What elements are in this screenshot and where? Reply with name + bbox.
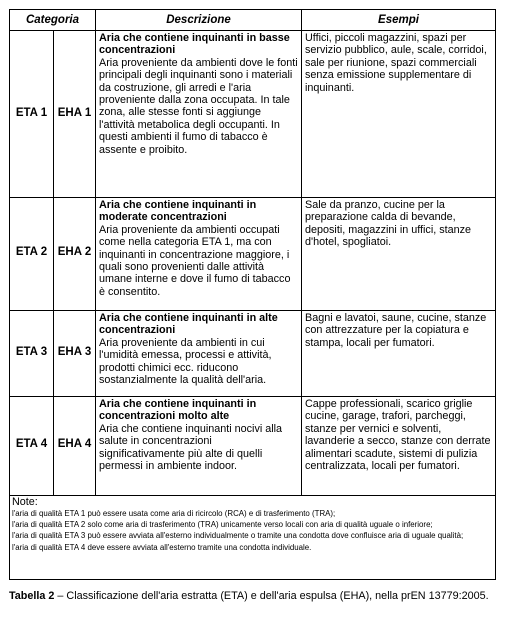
row-examples: Cappe professionali, scarico griglie cucine, garage, trafori, parcheggi, stanze per vernici e solventi, lavanderie a secco, stanze con derrate alimentari scadute, sistemi di pulizia centralizzata, locali per fumatori.: [305, 398, 491, 473]
row-description: [99, 398, 299, 472]
eha-code: EHA 4: [57, 438, 92, 450]
eta-code: ETA 3: [15, 346, 48, 358]
note-title: Note:: [12, 496, 38, 508]
header-categoria: Categoria: [25, 14, 80, 26]
column-divider: [301, 10, 302, 495]
header-descrizione: Descrizione: [166, 14, 231, 26]
caption-label: Tabella 2: [9, 590, 55, 602]
row-description: [99, 32, 299, 156]
table-caption: [9, 590, 499, 602]
eta-code: ETA 2: [15, 246, 48, 258]
caption-text: – Classificazione dell'aria estratta (ETA) e dell'aria espulsa (EHA), nella prEN 13779:2005.: [54, 590, 489, 602]
note-line: l'aria di qualità ETA 2 solo come aria di trasferimento (TRA) unicamente verso locali con aria di qualità uguale o inferiore;: [12, 520, 433, 530]
column-divider: [95, 10, 96, 495]
row-title: Aria che contiene inquinanti in basse concentrazioni: [99, 32, 290, 57]
classification-table: [9, 9, 496, 580]
row-divider: [10, 197, 495, 198]
row-body: Aria proveniente da ambienti dove le fonti principali degli inquinanti sono i materiali da costruzione, gli arredi e l'aria proveniente dalla zona occupata. In tale zona, alle stesse fonti si aggiunge l'attività metabolica degli occupanti. In questi ambienti il fumo di tabacco è assente e proibito.: [99, 56, 298, 156]
column-divider: [53, 30, 54, 495]
row-title: Aria che contiene inquinanti in moderate concentrazioni: [99, 199, 257, 224]
header-esempi: Esempi: [378, 14, 419, 26]
row-divider: [10, 310, 495, 311]
row-divider: [10, 396, 495, 397]
row-body: Aria proveniente da ambienti occupati come nella categoria ETA 1, ma con inquinanti in concentrazione maggiore, i quali sono provenienti dalle attività umane interne e dove il fumo di tabacco è consentito.: [99, 223, 291, 298]
row-examples: Bagni e lavatoi, saune, cucine, stanze con attrezzature per la copiatura e stampa, locali per fumatori.: [305, 312, 487, 349]
row-body: Aria che contiene inquinanti nocivi alla salute in concentrazioni significativamente più alte di quelli permessi in ambiente indoor.: [99, 422, 283, 473]
note-line: l'aria di qualità ETA 1 può essere usata come aria di ricircolo (RCA) e di trasferimento (TRA);: [12, 509, 336, 518]
eha-code: EHA 3: [57, 346, 92, 358]
row-description: [99, 199, 299, 298]
table-note: [12, 496, 492, 553]
eta-code: ETA 4: [15, 438, 48, 450]
eta-code: ETA 1: [15, 107, 48, 119]
row-body: Aria proveniente da ambienti in cui l'umidità emessa, processi e attività, prodotti chimici ecc. riducono sostanzialmente la qualità dell'aria.: [99, 336, 272, 387]
eha-code: EHA 2: [57, 246, 92, 258]
row-title: Aria che contiene inquinanti in concentrazioni molto alte: [99, 398, 257, 423]
eha-code: EHA 1: [57, 107, 92, 119]
row-divider: [10, 30, 495, 31]
row-title: Aria che contiene inquinanti in alte concentrazioni: [99, 312, 278, 337]
row-description: [99, 312, 299, 386]
row-examples: Uffici, piccoli magazzini, spazi per servizio pubblico, aule, scale, corridoi, sale per riunione, spazi commerciali senza emissione supplementare di inquinanti.: [305, 32, 487, 94]
note-line: l'aria di qualità ETA 3 può essere avviata all'esterno individualmente o tramite una condotta dove confluisce aria di uguale qualità;: [12, 531, 464, 541]
row-examples: Sale da pranzo, cucine per la preparazione calda di bevande, depositi, magazzini in uffici, stanze d'hotel, spogliatoi.: [305, 199, 472, 249]
note-line: l'aria di qualità ETA 4 deve essere avviata all'esterno tramite una condotta individuale.: [12, 542, 312, 552]
